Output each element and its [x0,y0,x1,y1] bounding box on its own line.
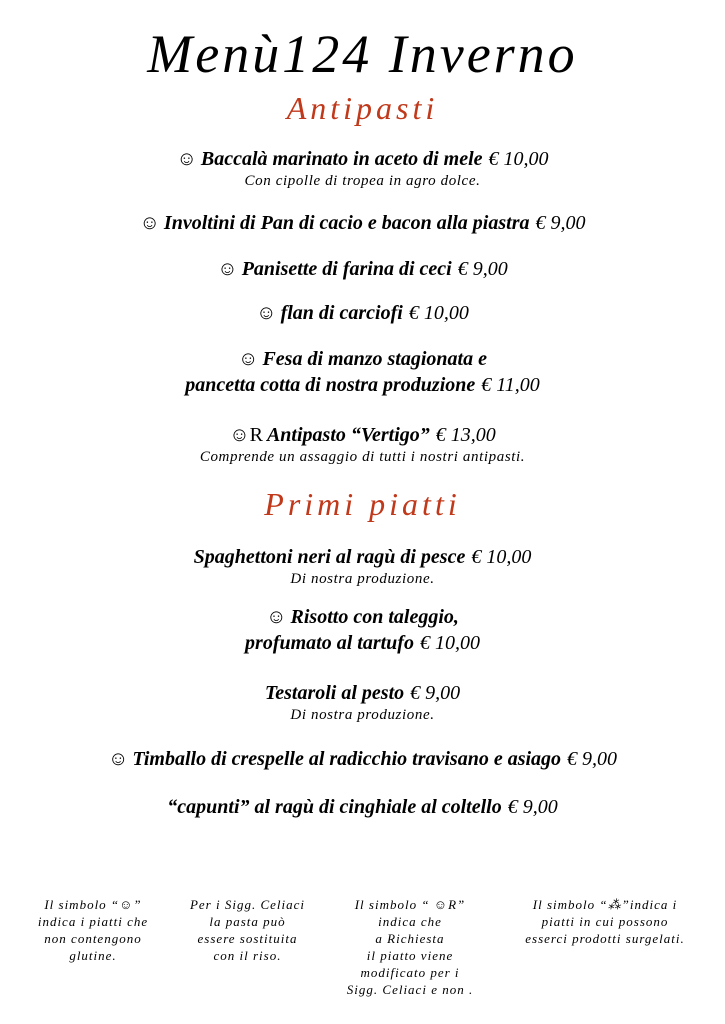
legend-note-line: indica i piatti che [37,914,149,929]
menu-title: Menù124 Inverno [147,24,578,84]
dish-price: € 10,00 [488,148,549,170]
dish-name: pancetta cotta di nostra produzione [185,374,476,396]
primi-dish [0,604,725,656]
dish-name: Involtini di Pan di cacio e bacon alla piastra [163,212,530,234]
dish-name-line [0,544,725,570]
legend-note-line: il piatto viene [366,948,454,963]
legend-note-line: Sigg. Celiaci e non . [346,982,474,997]
dish-note: Di nostra produzione. [290,571,435,587]
primi-dish [0,746,725,772]
legend-note-line: Per i Sigg. Celiaci [189,897,306,912]
dish-name-line [0,604,725,630]
dish-name: flan di carciofi [280,302,403,324]
legend-note-line: a Richiesta [375,931,445,946]
smiley-icon: ☺ [238,348,259,370]
dish-name: “capunti” al ragù di cinghiale al coltello [167,796,502,818]
dish-name: Panisette di farina di ceci [241,258,452,280]
dish-name-line [0,794,725,820]
smiley-icon: ☺ [217,258,238,280]
dish-name: Antipasto “Vertigo” [266,424,430,446]
dish-price: € 9,00 [567,748,618,770]
dish-name-line [0,146,725,172]
legend-note-line: Il simbolo “☺” [44,897,142,912]
smiley-icon: ☺ [139,212,160,234]
dish-name-line [0,300,725,326]
antipasti-dish [0,422,725,466]
legend-note-line: Il simbolo “⁂”indica i [532,897,678,912]
legend-note [495,896,715,947]
antipasti-dish [0,210,725,236]
dish-name: Timballo di crespelle al radicchio travisano e asiago [132,748,562,770]
legend-note-line: piatti in cui possono [541,914,669,929]
dish-name: Testaroli al pesto [264,682,405,704]
antipasti-dish [0,300,725,326]
dish-price: € 10,00 [419,632,480,654]
antipasti-dish [0,146,725,190]
dish-price: € 10,00 [408,302,469,324]
legend-note [170,896,325,964]
primi-dish [0,544,725,588]
dish-price: € 9,00 [457,258,508,280]
dish-name-line [0,256,725,282]
legend-note-line: indica che [378,914,442,929]
dish-name: profumato al tartufo [245,632,414,654]
smiley-icon: ☺ [256,302,277,324]
dish-name: Risotto con taleggio, [290,606,459,628]
section-title-primi: Primi piatti [264,486,461,522]
antipasti-dish [0,256,725,282]
dish-name-line [0,630,725,656]
dish-price: € 9,00 [507,796,558,818]
smiley-icon: ☺ [266,606,287,628]
dish-price: € 11,00 [481,374,540,396]
dish-note: Di nostra produzione. [290,707,435,723]
dish-name: Spaghettoni neri al ragù di pesce [193,546,466,568]
dish-name-line [0,372,725,398]
legend-note-line: la pasta può [209,914,286,929]
legend-note [18,896,168,964]
dish-price: € 10,00 [471,546,532,568]
legend-note-line: Il simbolo “ ☺R” [354,897,466,912]
dish-name-line [0,346,725,372]
antipasti-dish [0,346,725,398]
dish-price: € 9,00 [410,682,461,704]
smiley-icon: ☺ [176,148,197,170]
legend-note-line: glutine. [69,948,117,963]
dish-price: € 9,00 [535,212,586,234]
primi-dish [0,794,725,820]
legend-note-line: esserci prodotti surgelati. [525,931,685,946]
dish-name-line [0,422,725,448]
legend-note-line: con il riso. [213,948,282,963]
smiley-icon: ☺R [229,424,263,446]
section-title-antipasti: Antipasti [286,90,439,126]
dish-note: Con cipolle di tropea in agro dolce. [244,173,481,189]
legend-note-line: non contengono [44,931,142,946]
smiley-icon: ☺ [107,748,129,770]
dish-name: Baccalà marinato in aceto di mele [200,148,483,170]
primi-dish [0,680,725,724]
legend-note-line: essere sostituita [197,931,298,946]
dish-name-line [0,746,725,772]
dish-name-line [0,680,725,706]
legend-note-line: modificato per i [360,965,460,980]
dish-name-line [0,210,725,236]
dish-price: € 13,00 [435,424,496,446]
legend-note [330,896,490,998]
dish-name: Fesa di manzo stagionata e [262,348,487,370]
dish-note: Comprende un assaggio di tutti i nostri antipasti. [199,449,526,465]
